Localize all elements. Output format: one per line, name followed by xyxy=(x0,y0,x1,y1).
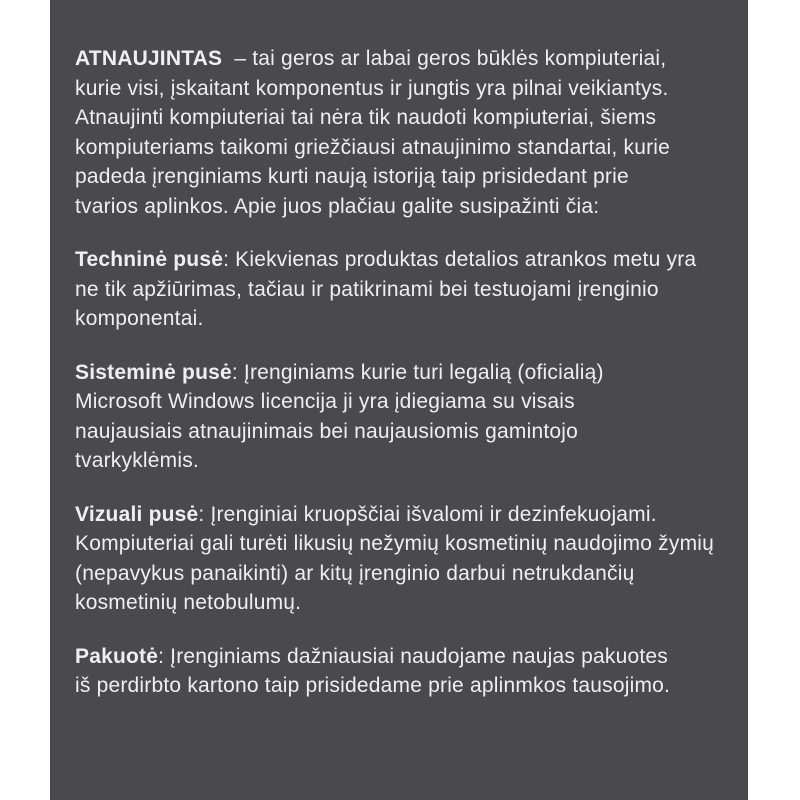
text-line: kosmetinių netobulumų. xyxy=(75,591,302,614)
text-line: Atnaujinti kompiuteriai tai nėra tik naudoti kompiuteriai, šiems xyxy=(75,106,657,129)
paragraph-label: ATNAUJINTAS xyxy=(75,47,223,70)
paragraph-label: Techninė pusė xyxy=(75,248,224,271)
paragraph-vizuali-puse xyxy=(75,500,724,618)
text-line xyxy=(75,245,724,275)
paragraph-technine-puse xyxy=(75,245,724,334)
paragraph-lead-rest: : Įrenginiams kurie turi legalią (oficialią) xyxy=(231,360,604,384)
paragraph-label: Pakuotė xyxy=(75,644,159,668)
paragraph-lead-rest: : Įrenginiai kruopščiai išvalomi ir dezinfekuojami. xyxy=(198,502,657,526)
paragraph-sistemine-puse xyxy=(75,358,724,476)
paragraph-atnaujintas xyxy=(75,44,724,221)
text-line: tvarios aplinkos. Apie juos plačiau galite susipažinti čia: xyxy=(75,194,600,218)
text-line: kurie visi, įskaitant komponentus ir jungtis yra pilnai veikiantys. xyxy=(75,76,669,100)
text-line: komponentai. xyxy=(75,307,204,330)
text-line: padeda įrenginiams kurti naują istoriją taip prisidedant prie xyxy=(75,165,629,188)
text-line: ne tik apžiūrimas, tačiau ir patikrinami bei testuojami įrenginio xyxy=(75,277,659,301)
paragraph-pakuote xyxy=(75,642,724,701)
text-line: Kompiuteriai gali turėti likusių nežymių kosmetinių naudojimo žymių xyxy=(75,532,715,555)
paragraph-lead-rest: : Kiekvienas produktas detalios atrankos metu yra xyxy=(223,248,697,271)
paragraph-label: Sisteminė pusė xyxy=(75,360,232,384)
text-line: tvarkyklėmis. xyxy=(75,449,199,472)
text-line xyxy=(75,500,724,530)
paragraph-label: Vizuali pusė xyxy=(75,502,199,526)
text-line: iš perdirbto kartono taip prisidedame prie aplinmkos tausojimo. xyxy=(75,674,671,697)
text-line: naujausiais atnaujinimais bei naujausiomis gamintojo xyxy=(75,419,579,443)
text-line: (nepavykus panaikinti) ar kitų įrenginio darbui netrukdančių xyxy=(75,561,635,585)
text-line xyxy=(75,358,724,388)
text-line xyxy=(75,44,724,74)
text-line: Microsoft Windows licencija ji yra įdiegiama su visais xyxy=(75,390,575,413)
text-line xyxy=(75,642,724,672)
text-line: kompiuteriams taikomi griežčiausi atnaujinimo standartai, kurie xyxy=(75,135,671,159)
paragraph-lead-rest: – tai geros ar labai geros būklės kompiuteriai, xyxy=(222,47,667,70)
paragraph-lead-rest: : Įrenginiams dažniausiai naudojame naujas pakuotes xyxy=(158,644,668,668)
description-panel xyxy=(50,0,748,800)
